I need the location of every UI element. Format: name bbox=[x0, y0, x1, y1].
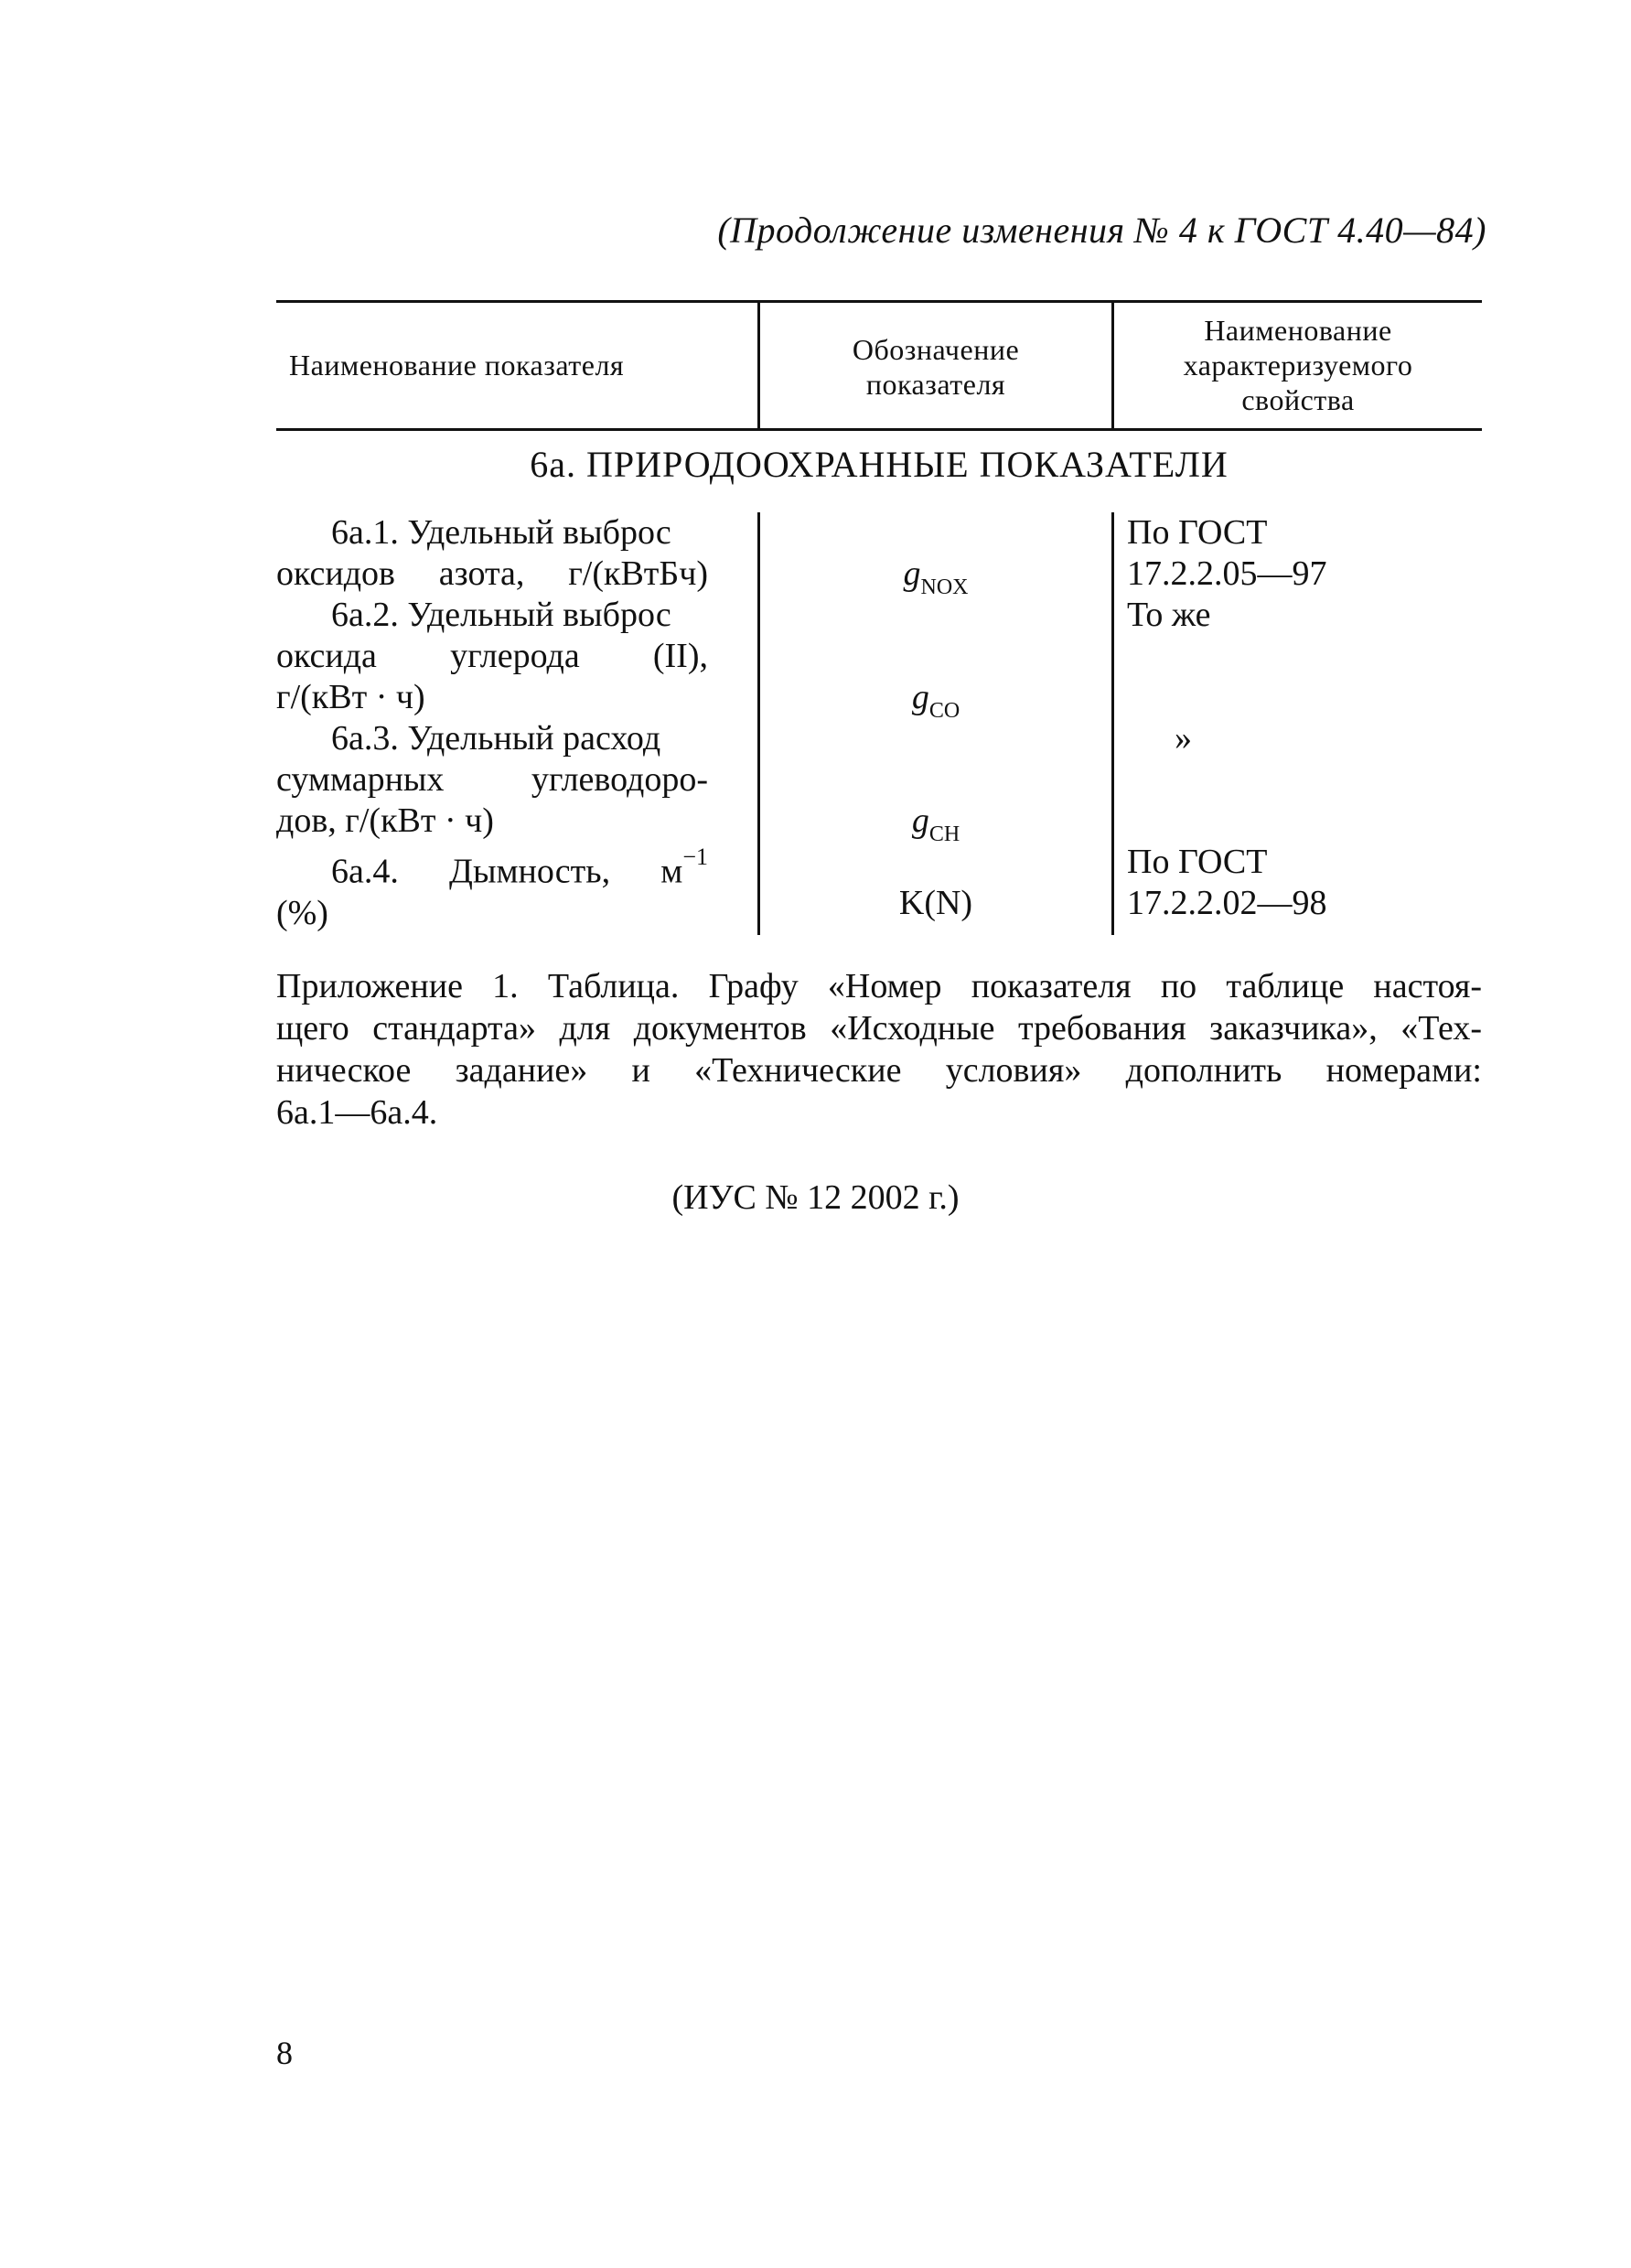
section-title: 6а. ПРИРОДООХРАННЫЕ ПОКАЗАТЕЛИ bbox=[530, 444, 1229, 485]
paragraph-line: щего стандарта» для документов «Исходные требования заказчика», «Тех- bbox=[276, 1009, 1482, 1048]
name-line: оксида углерода (II), bbox=[276, 637, 708, 675]
property-line: По ГОСТ bbox=[1127, 843, 1268, 881]
name-line: (%) bbox=[276, 893, 328, 932]
table-row-property bbox=[1127, 842, 1484, 924]
name-line: суммарных углеводоро- bbox=[276, 760, 708, 799]
table-row-symbol bbox=[760, 677, 1111, 723]
property-line: 17.2.2.05—97 bbox=[1127, 554, 1327, 593]
name-line bbox=[276, 842, 708, 893]
symbol-text: K(N) bbox=[898, 884, 973, 922]
table-row-name bbox=[276, 512, 708, 595]
paragraph-line: Приложение 1. Таблица. Графу «Номер показателя по таблице настоя- bbox=[276, 967, 1482, 1005]
appendix-paragraph bbox=[276, 965, 1482, 1134]
symbol-base: g bbox=[911, 678, 929, 716]
table-row-symbol bbox=[760, 554, 1111, 599]
table-row-property bbox=[1127, 595, 1484, 636]
col-header-name: Наименование показателя bbox=[289, 349, 625, 382]
ius-reference: (ИУС № 12 2002 г.) bbox=[671, 1178, 960, 1217]
continuation-header: (Продолжение изменения № 4 к ГОСТ 4.40—84) bbox=[717, 210, 1486, 251]
table-top-rule bbox=[276, 300, 1482, 303]
col-header-property-line: характеризуемого bbox=[1183, 349, 1413, 382]
col-header-property-line: Наименование bbox=[1204, 314, 1392, 347]
property-line: » bbox=[1175, 719, 1192, 758]
indicators-table bbox=[276, 300, 1482, 941]
symbol-base: g bbox=[911, 801, 929, 840]
name-line-text: 6а.4. Дымность, м bbox=[331, 852, 683, 891]
name-line: 6а.3. Удельный расход bbox=[331, 719, 661, 758]
property-line: По ГОСТ bbox=[1127, 513, 1268, 552]
col-header-property bbox=[1114, 313, 1482, 417]
unit-superscript: −1 bbox=[682, 844, 708, 870]
col-header-property-line: свойства bbox=[1241, 383, 1355, 416]
symbol-subscript: NOX bbox=[920, 575, 969, 599]
symbol-subscript: CH bbox=[928, 822, 960, 846]
name-line: оксидов азота, г/(кВтБч) bbox=[276, 554, 708, 593]
paragraph-line: ническое задание» и «Технические условия» дополнить номерами: bbox=[276, 1051, 1482, 1090]
property-line: То же bbox=[1127, 596, 1211, 634]
page-number: 8 bbox=[276, 2035, 293, 2071]
table-row-name bbox=[276, 718, 708, 842]
table-row-property bbox=[1127, 512, 1484, 595]
body-divider-2 bbox=[1111, 512, 1114, 935]
table-row-property bbox=[1127, 718, 1531, 759]
property-line: 17.2.2.02—98 bbox=[1127, 884, 1327, 922]
table-row-name bbox=[276, 842, 708, 934]
name-line: 6а.1. Удельный выброс bbox=[331, 513, 671, 552]
paragraph-line: 6а.1—6а.4. bbox=[276, 1093, 438, 1132]
col-header-symbol bbox=[760, 332, 1111, 402]
symbol-base: g bbox=[903, 554, 921, 593]
col-header-symbol-line: Обозначение bbox=[852, 333, 1020, 366]
name-line: г/(кВт · ч) bbox=[276, 678, 425, 716]
symbol-subscript: CO bbox=[928, 699, 960, 723]
name-line: 6а.2. Удельный выброс bbox=[331, 596, 671, 634]
table-row-symbol bbox=[760, 883, 1111, 923]
table-row-symbol bbox=[760, 801, 1111, 846]
name-line: дов, г/(кВт · ч) bbox=[276, 801, 494, 840]
col-header-symbol-line: показателя bbox=[865, 368, 1006, 401]
table-row-name bbox=[276, 595, 708, 718]
